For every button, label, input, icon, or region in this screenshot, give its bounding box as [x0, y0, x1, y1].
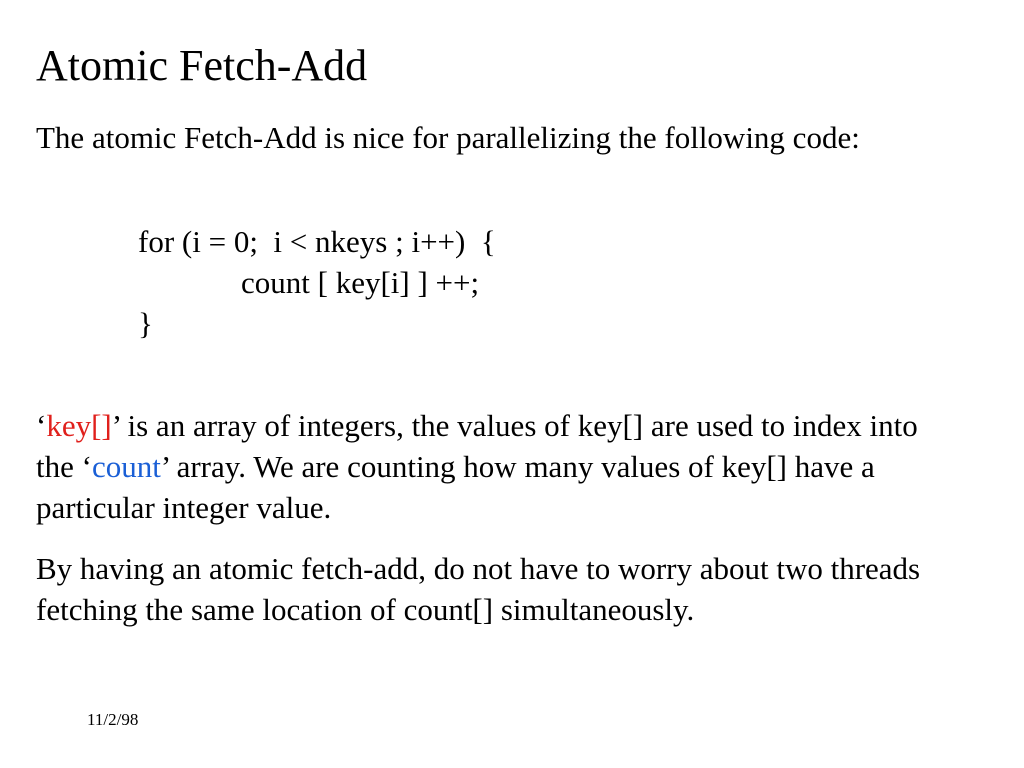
footer-date: 11/2/98 [87, 710, 139, 729]
open-quote: ‘ [36, 408, 47, 443]
atomic-note-paragraph: By having an atomic fetch-add, do not have to worry about two threads fetching the same location of count[] simultaneously. [36, 551, 921, 627]
count-term: count [91, 449, 161, 484]
explanation-paragraph [36, 405, 936, 528]
code-line-count: count [ key[i] ] ++; [241, 265, 480, 300]
key-term: key[] [46, 408, 112, 443]
slide-title: Atomic Fetch-Add [36, 41, 368, 90]
intro-paragraph: The atomic Fetch-Add is nice for parallelizing the following code: [36, 120, 860, 155]
code-snippet [138, 221, 496, 344]
code-line-for: for (i = 0; i < nkeys ; i++) { [138, 224, 496, 259]
explanation-text-2: ’ array. We are counting how many values of key[] have a particular integer value. [36, 449, 875, 525]
code-line-close: } [138, 306, 153, 341]
explanation-text-1: ’ is an array of integers, the values of key[] are used to index into the ‘ [36, 408, 918, 484]
